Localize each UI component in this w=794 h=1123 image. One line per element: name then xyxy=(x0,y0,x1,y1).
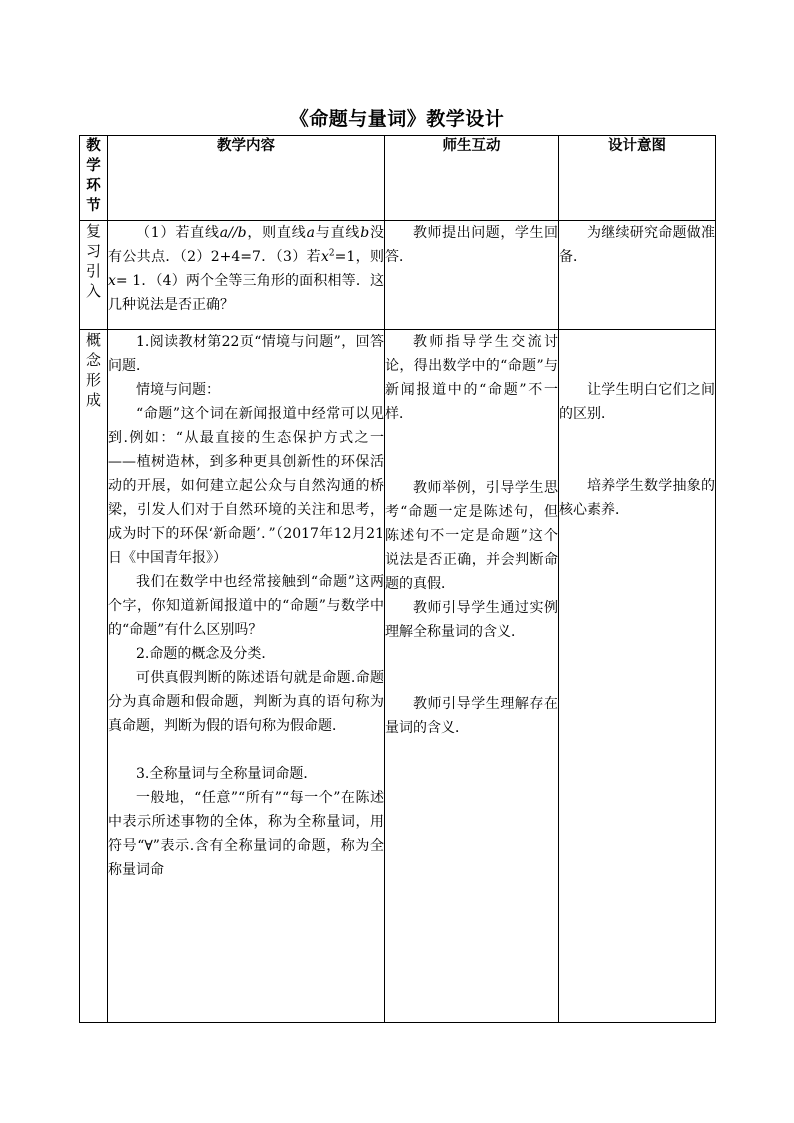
table-row-concept xyxy=(80,330,716,1023)
header-stage: 教 学 环 节 xyxy=(80,136,108,221)
stage-review: 复 习 引 入 xyxy=(80,221,108,330)
content-concept: 1.阅读教材第22页“情境与问题”，回答问题． 情境与问题： “命题”这个词在新闻报道中经常可以见到.例如：“从最直接的生态保护方式之一——植树造林，到多种更具创新性的环保活动的开展，如何建立起公众与自然沟通的桥梁，引发人们对于自然环境的关注和思考，成为时下的环保‘新命题’．”（2017年12月21日《中国青年报》） 我们在数学中也经常接触到“命题”这两个字，你知道新闻报道中的“命题”与数学中的“命题”有什么区别吗？ 2.命题的概念及分类． 可供真假判断的陈述语句就是命题.命题分为真命题和假命题，判断为真的语句称为真命题，判断为假的语句称为假命题． 3.全称量词与全称量词命题． 一般地，“任意”“所有”“每一个”在陈述中表示所述事物的全体，称为全称量词，用符号“∀”表示.含有全称量词的命题，称为全称量词命 xyxy=(108,330,385,1023)
header-intent: 设计意图 xyxy=(559,136,716,221)
content-review: （1）若直线a//b，则直线a与直线b没有公共点．（2）2+4=7．（3）若$x^2=1$，则x= 1．（4）两个全等三角形的面积相等．这几种说法是否正确？ xyxy=(108,221,385,330)
header-content: 教学内容 xyxy=(108,136,385,221)
intent-review: 为继续研究命题做准备． xyxy=(559,221,716,330)
page-title: 《命题与量词》教学设计 xyxy=(289,108,505,130)
table-row-review xyxy=(80,221,716,330)
intent-concept: 让学生明白它们之间的区别． 培养学生数学抽象的核心素养． xyxy=(559,330,716,1023)
interaction-concept: 教师指导学生交流讨论，得出数学中的“命题”与新闻报道中的“命题”不一样． 教师举例，引导学生思考“命题一定是陈述句，但陈述句不一定是命题”这个说法是否正确，并会判断命题的真假． 教师引导学生通过实例理解全称量词的含义． 教师引导学生理解存在量词的含义． xyxy=(385,330,559,1023)
header-row xyxy=(80,136,716,221)
stage-concept: 概 念 形 成 xyxy=(80,330,108,1023)
interaction-review: 教师提出问题，学生回答． xyxy=(385,221,559,330)
lesson-plan-table xyxy=(79,135,716,1023)
header-interaction: 师生互动 xyxy=(385,136,559,221)
